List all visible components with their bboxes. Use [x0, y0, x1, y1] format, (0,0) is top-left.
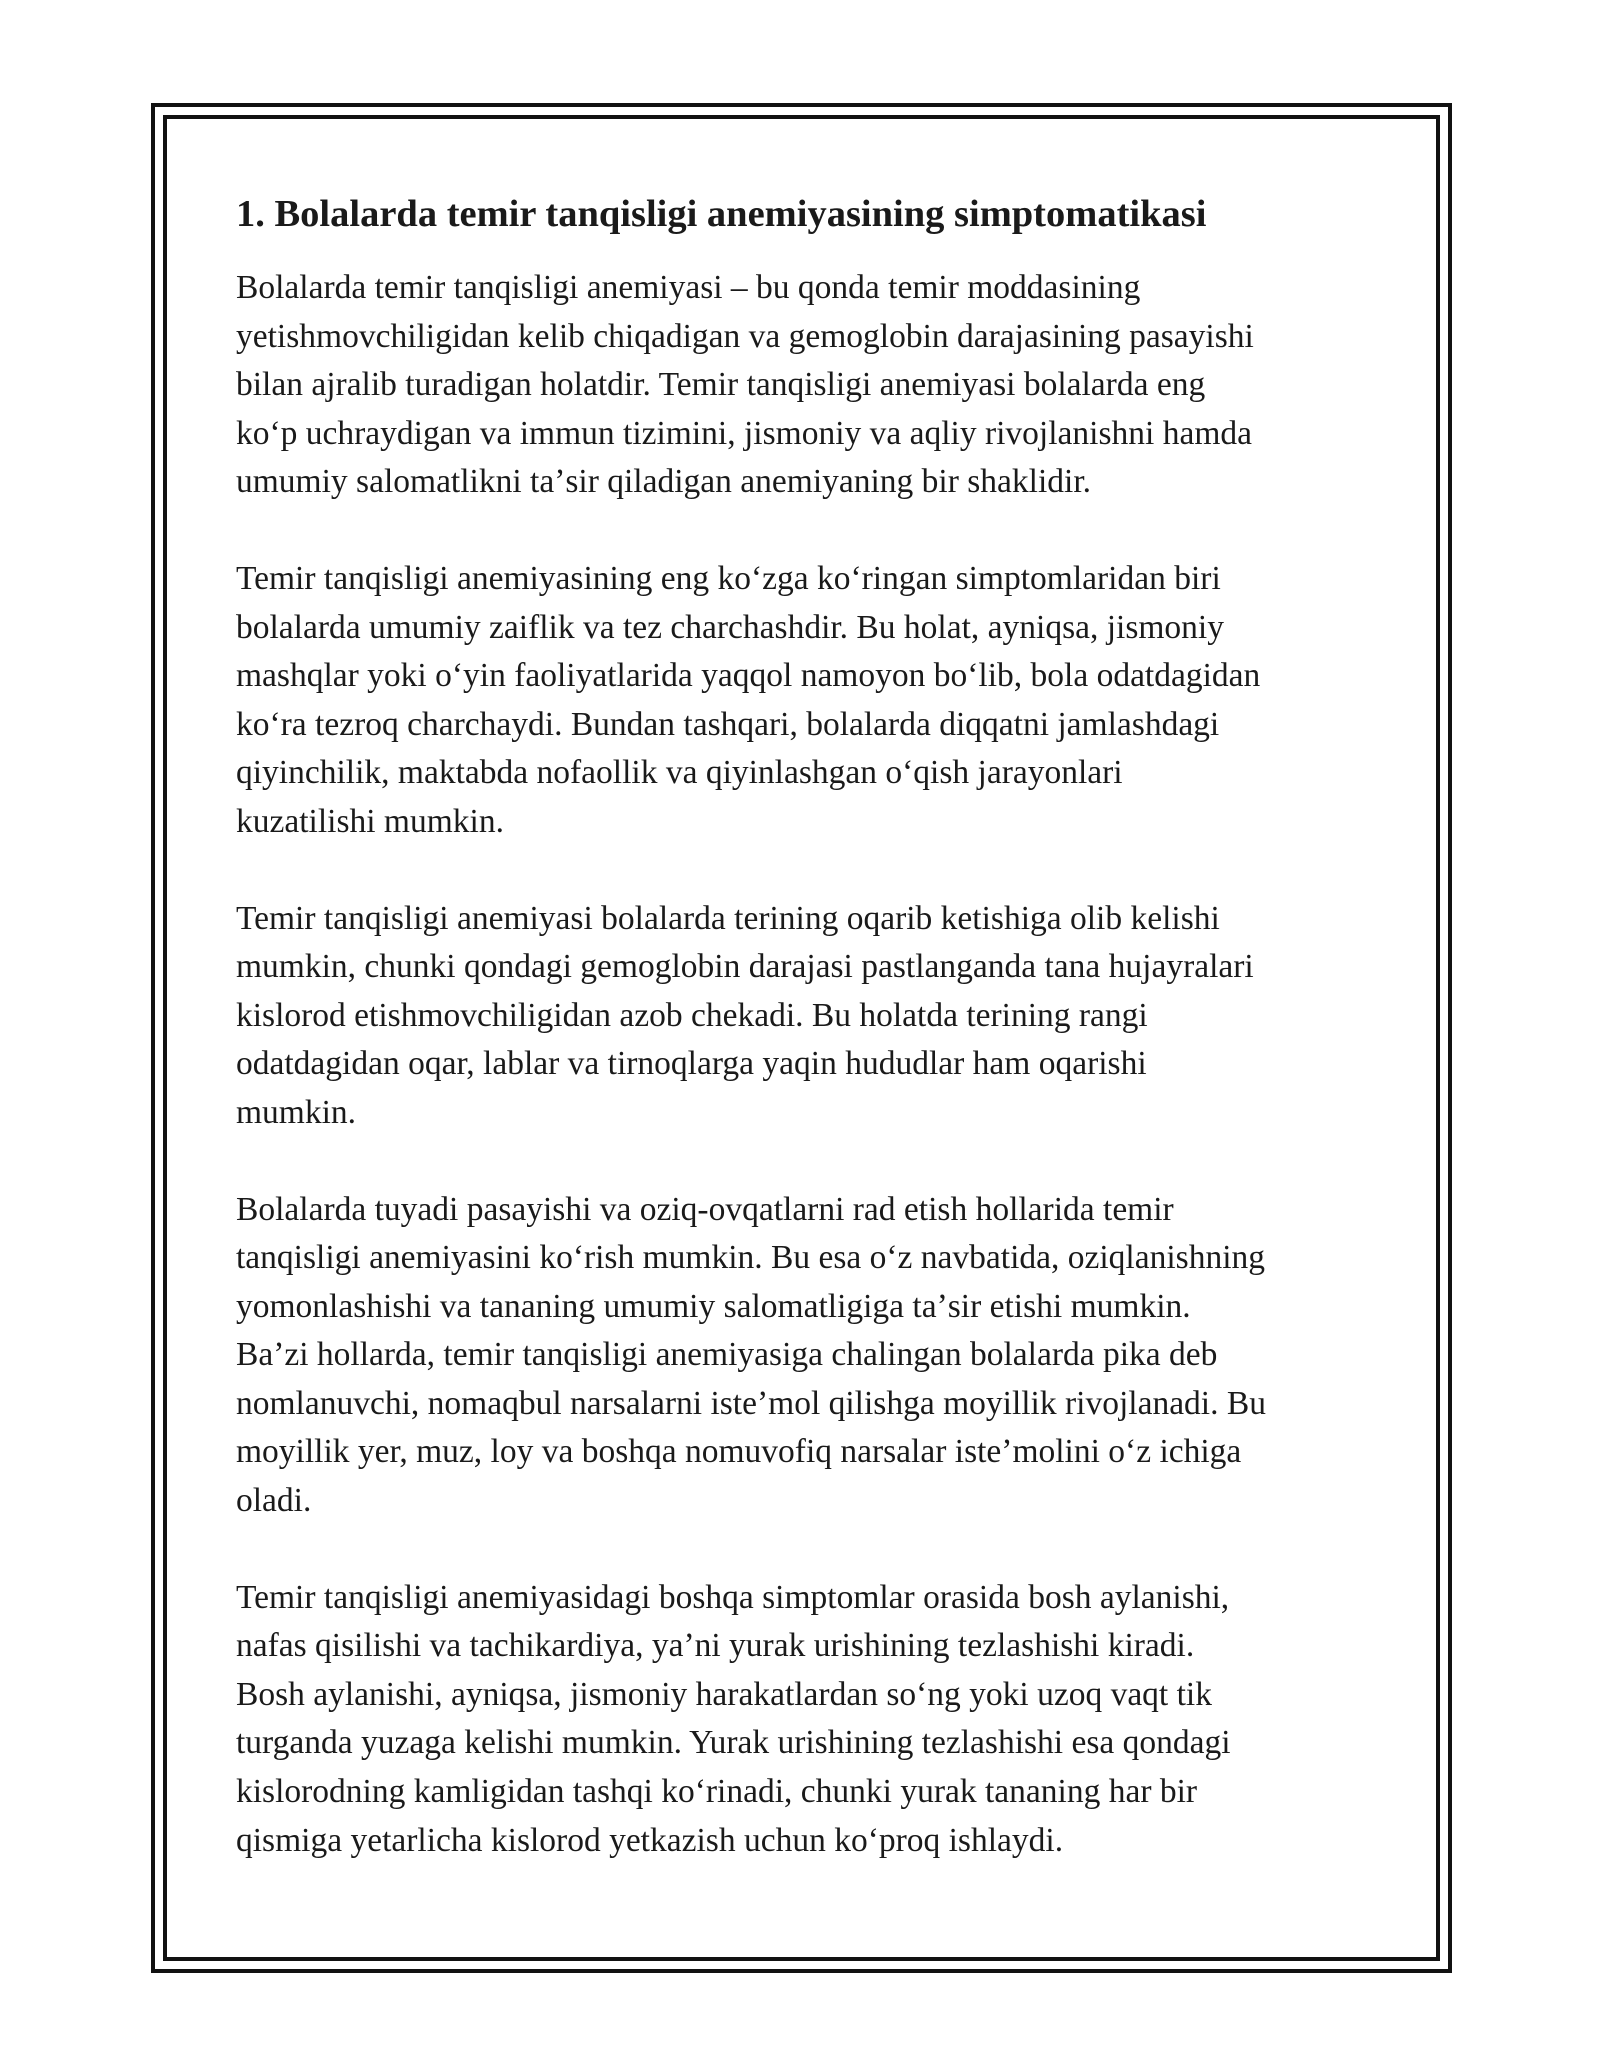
paragraph-line: oladi. — [236, 1482, 312, 1520]
paragraph-line: odatdagidan oqar, lablar va tirnoqlarga yaqin hududlar ham oqarishi — [236, 1045, 1147, 1083]
paragraph-line: Bolalarda tuyadi pasayishi va oziq-ovqatlarni rad etish hollarida temir — [236, 1190, 1174, 1228]
paragraph-line: umumiy salomatlikni taʼsir qiladigan anemiyaning bir shaklidir. — [236, 463, 1092, 501]
paragraph-1 — [236, 264, 1386, 507]
paragraph-4 — [236, 1186, 1386, 1526]
paragraph-line: yetishmovchiligidan kelib chiqadigan va gemoglobin darajasining pasayishi — [236, 317, 1254, 355]
paragraph-2 — [236, 555, 1386, 847]
paragraph-line: bilan ajralib turadigan holatdir. Temir tanqisligi anemiyasi bolalarda eng — [236, 366, 1206, 404]
paragraph-line: Temir tanqisligi anemiyasidagi boshqa simptomlar orasida bosh aylanishi, — [236, 1578, 1230, 1616]
paragraph-3 — [236, 895, 1386, 1138]
paragraph-line: turganda yuzaga kelishi mumkin. Yurak urishining tezlashishi esa qondagi — [236, 1724, 1231, 1762]
paragraph-line: koʻp uchraydigan va immun tizimini, jismoniy va aqliy rivojlanishni hamda — [236, 414, 1252, 452]
paragraph-line: moyillik yer, muz, loy va boshqa nomuvofiq narsalar isteʼmolini oʻz ichiga — [236, 1433, 1242, 1471]
paragraph-line: Bolalarda temir tanqisligi anemiyasi – bu qonda temir moddasining — [236, 269, 1141, 306]
paragraph-line: mashqlar yoki oʻyin faoliyatlarida yaqqol namoyon boʻlib, bola odatdagidan — [236, 657, 1261, 695]
paragraph-line: kislorodning kamligidan tashqi koʻrinadi, chunki yurak tananing har bir — [236, 1773, 1198, 1811]
document-body — [236, 182, 1386, 1913]
paragraph-line: koʻra tezroq charchaydi. Bundan tashqari, bolalarda diqqatni jamlashdagi — [236, 705, 1220, 743]
paragraph-line: kislorod etishmovchiligidan azob chekadi. Bu holatda terining rangi — [236, 996, 1148, 1034]
paragraph-line: qiyinchilik, maktabda nofaollik va qiyinlashgan oʻqish jarayonlari — [236, 754, 1123, 792]
paragraph-line: mumkin, chunki qondagi gemoglobin darajasi pastlanganda tana hujayralari — [236, 948, 1254, 986]
paragraph-line: Bosh aylanishi, ayniqsa, jismoniy harakatlardan soʻng yoki uzoq vaqt tik — [236, 1675, 1212, 1713]
paragraph-line: tanqisligi anemiyasini koʻrish mumkin. Bu esa oʻz navbatida, oziqlanishning — [236, 1239, 1266, 1277]
paragraph-line: Temir tanqisligi anemiyasining eng koʻzga koʻringan simptomlaridan biri — [236, 559, 1221, 597]
paragraph-line: qismiga yetarlicha kislorod yetkazish uchun koʻproq ishlaydi. — [236, 1821, 1064, 1859]
paragraph-line: bolalarda umumiy zaiflik va tez charchashdir. Bu holat, ayniqsa, jismoniy — [236, 608, 1224, 646]
paragraph-line: Temir tanqisligi anemiyasi bolalarda terining oqarib ketishiga olib kelishi — [236, 899, 1220, 937]
paragraph-line: Baʼzi hollarda, temir tanqisligi anemiyasiga chalingan bolalarda pika deb — [236, 1336, 1218, 1374]
paragraph-line: nomlanuvchi, nomaqbul narsalarni isteʼmol qilishga moyillik rivojlanadi. Bu — [236, 1384, 1266, 1422]
paragraph-line: mumkin. — [236, 1093, 357, 1131]
paragraph-line: kuzatilishi mumkin. — [236, 802, 504, 840]
paragraph-line: yomonlashishi va tananing umumiy salomatligiga taʼsir etishi mumkin. — [236, 1287, 1191, 1325]
paragraph-line: nafas qisilishi va tachikardiya, yaʼni yurak urishining tezlashishi kiradi. — [236, 1627, 1195, 1665]
paragraph-5 — [236, 1574, 1386, 1866]
section-heading: 1. Bolalarda temir tanqisligi anemiyasining simptomatikasi — [236, 193, 1207, 235]
